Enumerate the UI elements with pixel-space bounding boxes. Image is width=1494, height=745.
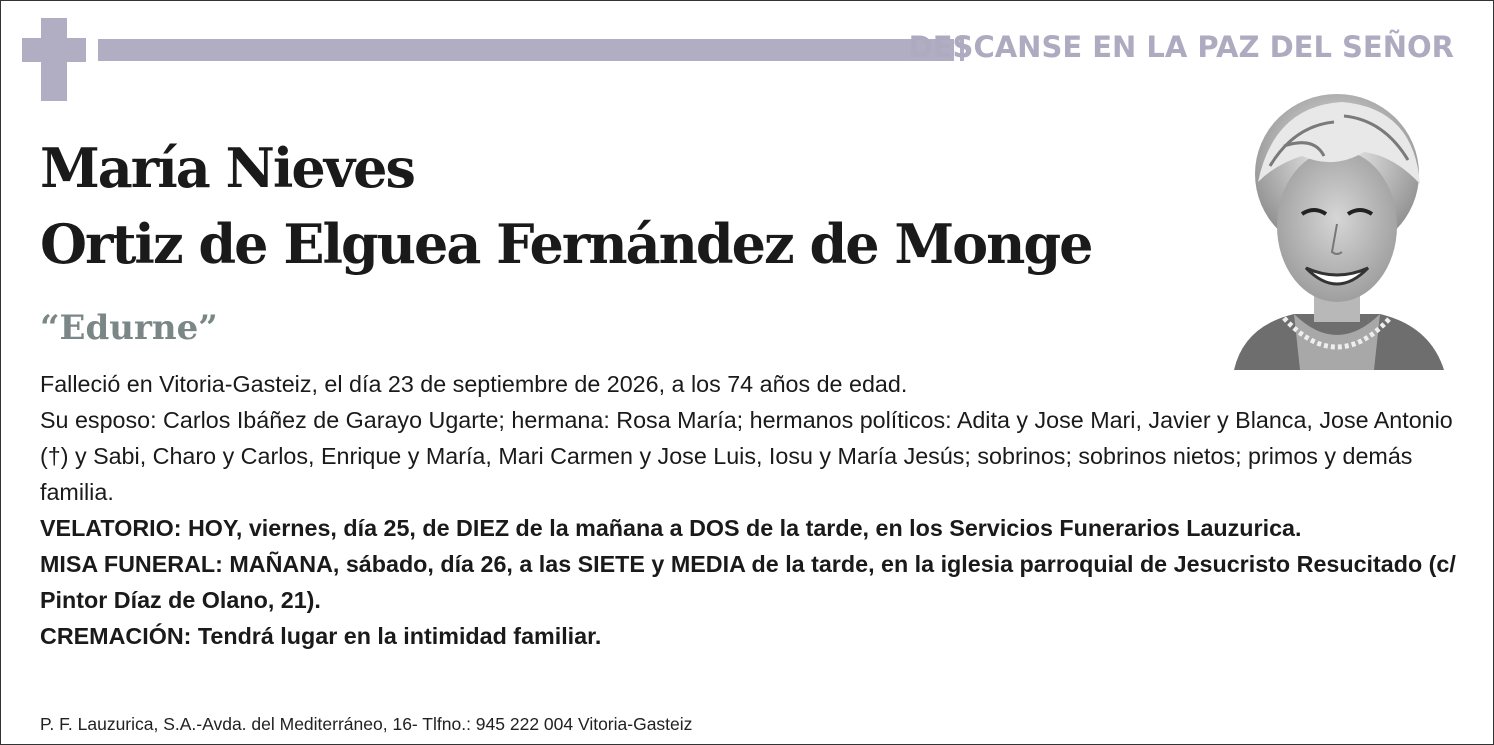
death-notice: Falleció en Vitoria-Gasteiz, el día 23 de septiembre de 2026, a los 74 años de edad. bbox=[40, 371, 908, 397]
family-list: Su esposo: Carlos Ibáñez de Garayo Ugarte; hermana: Rosa María; hermanos políticos: Adita y Jose Mari, Javier y Blanca, Jose Antonio (†) y Sabi, Charo y Carlos, Enrique y María, Mari Carmen y Jose Luis, Iosu y María Jesús; sobrinos; sobrinos nietos; primos y demás familia. bbox=[40, 407, 1453, 505]
nickname: “Edurne” bbox=[40, 308, 218, 348]
name-line-1: María Nieves bbox=[40, 136, 414, 200]
portrait-photo bbox=[1224, 86, 1450, 370]
notice-body bbox=[40, 366, 1460, 654]
header-band bbox=[98, 39, 954, 61]
funeral-home-footer: P. F. Lauzurica, S.A.-Avda. del Mediterráneo, 16- Tlfno.: 945 222 004 Vitoria-Gasteiz bbox=[40, 714, 693, 734]
cremacion-info: CREMACIÓN: Tendrá lugar en la intimidad familiar. bbox=[40, 623, 602, 649]
cross-icon-bar bbox=[22, 38, 86, 62]
deceased-name bbox=[40, 130, 1092, 282]
velatorio-info: VELATORIO: HOY, viernes, día 25, de DIEZ de la mañana a DOS de la tarde, en los Servicios Funerarios Lauzurica. bbox=[40, 515, 1302, 541]
misa-info: MISA FUNERAL: MAÑANA, sábado, día 26, a las SIETE y MEDIA de la tarde, en la iglesia parroquial de Jesucristo Resucitado (c/ Pintor Díaz de Olano, 21). bbox=[40, 551, 1456, 613]
header-text: DESCANSE EN LA PAZ DEL SEÑOR bbox=[908, 30, 1454, 64]
name-line-2: Ortiz de Elguea Fernández de Monge bbox=[40, 212, 1092, 276]
